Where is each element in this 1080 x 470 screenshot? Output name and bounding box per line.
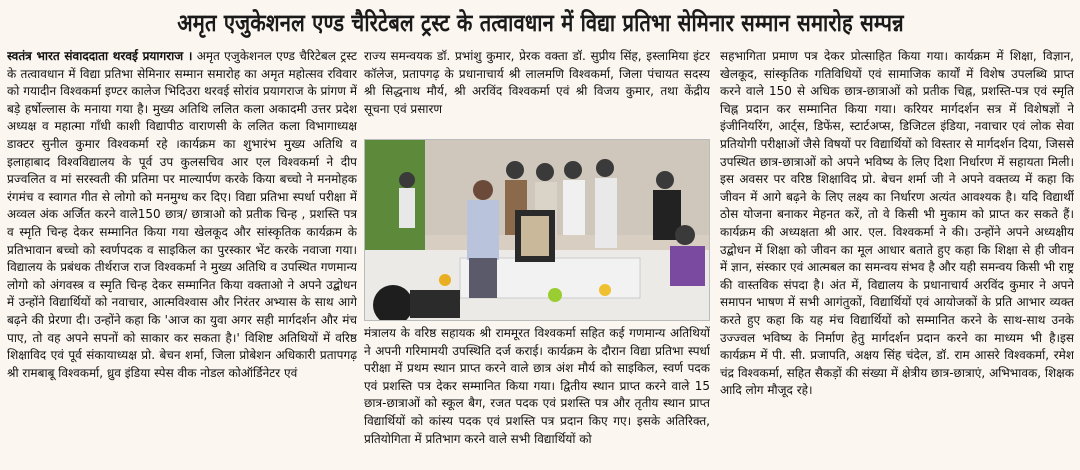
article-column-1 bbox=[7, 48, 357, 468]
byline: स्वतंत्र भारत संवाददाता थरवई प्रयागराज । bbox=[7, 49, 193, 63]
column-2-top-text: राज्य समन्वयक डॉ. प्रभांशु कुमार, प्रेरक वक्ता डॉ. सुप्रीय सिंह, इस्लामिया इंटर कॉलेज, प्रतापगढ़ के प्रधानाचार्य श्री लालमणि विश्वकर्मा, जिला पंचायत सदस्य श्री सिद्धनाथ मौर्य, श्री अरविंद विश्वकर्मा एवं श्री विजय कुमार, तथा केंद्रीय सूचना एवं प्रसारण bbox=[364, 49, 710, 116]
column-1-text bbox=[7, 48, 357, 382]
article-column-2 bbox=[364, 48, 710, 468]
event-photo bbox=[364, 139, 710, 321]
award-ceremony-photo-icon bbox=[365, 140, 710, 321]
column-2-bottom-text: मंत्रालय के वरिष्ठ सहायक श्री राममूरत विश्वकर्मा सहित कई गणमान्य अतिथियों ने अपनी गरिमामयी उपस्थिति दर्ज कराई। कार्यक्रम के दौरान विद्या प्रतिभा स्पर्धा परीक्षा में प्रथम स्थान प्राप्त करने वाले छात्र अंश मौर्य को साइकिल, स्वर्ण पदक एवं प्रशस्ति पत्र देकर सम्मानित किया गया। द्वितीय स्थान प्राप्त करने वाले 15 छात्र-छात्राओं को स्कूल बैग, रजत पदक एवं प्रशस्ति पत्र और तृतीय स्थान प्राप्त विद्यार्थियों को कांस्य पदक एवं प्रशस्ति पत्र प्रदान किए गए। इसके अतिरिक्त, प्रतियोगिता में प्रतिभाग करने वाले सभी विद्यार्थियों को bbox=[364, 326, 710, 446]
headline: अमृत एजुकेशनल एण्ड चैरिटेबल ट्रस्ट के तत्वावधान में विद्या प्रतिभा सेमिनार सम्मान समारोह सम्पन्न bbox=[176, 8, 904, 37]
article-column-3 bbox=[720, 48, 1074, 468]
column-1-body: अमृत एजुकेशनल एण्ड चैरिटेबल ट्रस्ट के तत्वावधान में विद्या प्रतिभा सेमिनार सम्मान समारोह का अमृत महोत्सव रविवार को गयादीन विश्वकर्मा इण्टर कालेज भिदिउरा थरवई सोरांव प्रयागराज के प्रांगण में बड़े हर्षोल्लास के मनाया गया है। मुख्य अतिथि ललित कला अकादमी उत्तर प्रदेश अध्यक्ष व महात्मा गाँधी काशी विद्यापीठ वाराणसी के ललित कला विभागाध्यक्ष डाक्टर सुनील कुमार विश्वकर्मा रहे ।कार्यक्रम का शुभारंभ मुख्य अतिथि व इलाहाबाद विश्वविद्यालय के पूर्व उप कुलसचिव आर एल विश्वकर्मा ने दीप प्रज्वलित व मां सरस्वती की प्रतिमा पर माल्यार्पण करके किया बच्चो ने मनमोहक रंगमंच व स्वागत गीत से लोगो को मनमुग्ध कर दिए। विद्या प्रतिभा स्पर्धा परीक्षा में अव्वल अंक अर्जित करने वाले150 छात्र/ छात्राओ को प्रतीक चिन्ह , प्रशस्ति पत्र व स्मृति चिन्ह देकर सम्मानित किया गया खेलकूद और सांस्कृतिक कार्यक्रम के प्रतिभावान बच्चो को स्वर्णपदक व साइकिल का पुरस्कार भेंट करके नवाजा गया। विद्यालय के प्रबंधक तीर्थराज राज विश्वकर्मा ने मुख्य अतिथि व उपस्थित गणमान्य लोगो को अंगवस्त्र व स्मृति चिन्ह देकर सम्मानित किया वक्ताओ ने अपने उद्बोधन में उन्होंने विद्यार्थियों को नवाचार, आत्मविश्वास और निरंतर अभ्यास के साथ आगे बढ़ने की प्रेरणा दी। उन्होंने कहा कि 'आज का युवा अगर सही मार्गदर्शन और मंच पाए, तो वह अपने सपनों को साकार कर सकता है।' विशिष्ट अतिथियों में वरिष्ठ शिक्षाविद एवं पूर्व संकायाध्यक्ष प्रो. बेचन शर्मा, जिला प्रोबेशन अधिकारी प्रतापगढ़ श्री रामबाबू विश्वकर्मा, ध्रुव इंडिया स्पेस वीक नोडल कोऑर्डिनेटर एवं bbox=[7, 49, 357, 380]
column-3-text: सहभागिता प्रमाण पत्र देकर प्रोत्साहित किया गया। कार्यक्रम में शिक्षा, विज्ञान, खेलकूद, सांस्कृतिक गतिविधियों एवं सामाजिक कार्यों में विशेष उपलब्धि प्राप्त करने वाले 150 से अधिक छात्र-छात्राओं को प्रतीक चिह्न, प्रशस्ति-पत्र एवं स्मृति चिह्न प्रदान कर सम्मानित किया गया। करियर मार्गदर्शन सत्र में विशेषज्ञों ने इंजीनियरिंग, आर्ट्स, डिफेंस, स्टार्टअप्स, डिजिटल इंडिया, नवाचार एवं लोक सेवा प्रतियोगी परीक्षाओं जैसे विषयों पर विद्यार्थियों को विस्तार से मार्गदर्शन दिया, जिससे उपस्थित छात्र-छात्राओं को अपने भविष्य के लिए दिशा निर्धारण में सहायता मिली।इस अवसर पर वरिष्ठ शिक्षाविद प्रो. बेचन शर्मा जी ने अपने वक्तव्य में कहा कि जीवन में आगे बढ़ने के लिए लक्ष्य का निर्धारण अत्यंत आवश्यक है। यदि विद्यार्थी ठोस योजना बनाकर मेहनत करें, तो वे किसी भी मुकाम को प्राप्त कर सकते हैं। कार्यक्रम की अध्यक्षता श्री आर. एल. विश्वकर्मा ने की। उन्होंने अपने अध्यक्षीय उद्बोधन में शिक्षा को जीवन का मूल आधार बताते हुए कहा कि शिक्षा से ही जीवन में ज्ञान, संस्कार एवं आत्मबल का समन्वय संभव है और यही समन्वय किसी भी राष्ट्र की वास्तविक संपदा है। अंत में, विद्यालय के प्रधानाचार्य अरविंद कुमार ने अपने समापन भाषण में सभी आगंतुकों, विद्यार्थियों एवं आयोजकों के प्रति आभार व्यक्त करते हुए कहा कि यह मंच विद्यार्थियों को सम्मानित करने के साथ-साथ उनके उज्ज्वल भविष्य के निर्माण हेतु मार्गदर्शन प्रदान करने का माध्यम भी है।इस कार्यक्रम में पी. सी. प्रजापति, अक्षय सिंह चंदेल, डॉ. राम आसरे विश्वकर्मा, रमेश चंद्र विश्वकर्मा, सहित सैकड़ों की संख्या में क्षेत्रीय छात्र-छात्राएं, अभिभावक, शिक्षक आदि लोग मौजूद रहे। bbox=[720, 49, 1074, 398]
headline-banner bbox=[0, 0, 1080, 44]
